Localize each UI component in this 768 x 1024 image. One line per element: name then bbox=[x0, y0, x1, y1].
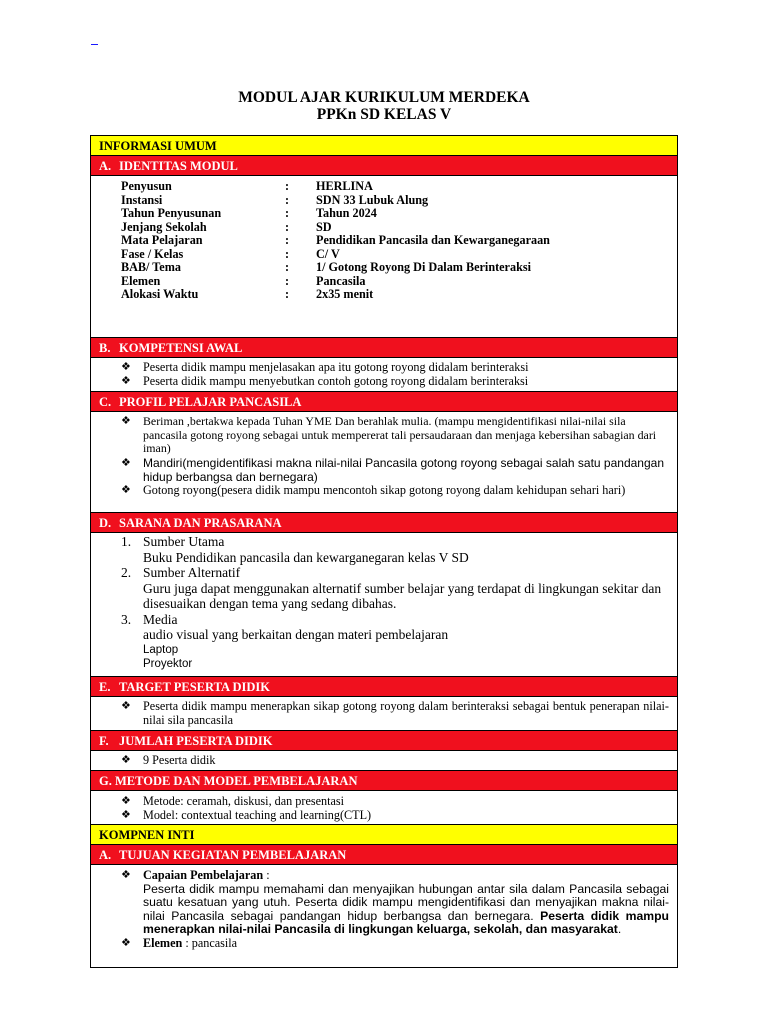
table-row: Tahun Penyusunan : Tahun 2024 bbox=[121, 206, 377, 220]
target-header: E. TARGET PESERTA DIDIK bbox=[90, 676, 678, 696]
list-item: ❖ 9 Peserta didik bbox=[121, 753, 216, 767]
diamond-bullet-icon: ❖ bbox=[121, 808, 131, 821]
komponen-inti-header: KOMPNEN INTI bbox=[90, 824, 678, 844]
diamond-bullet-icon: ❖ bbox=[121, 936, 131, 949]
list-item: ❖ Mandiri(mengidentifikasi makna nilai-nilai Pancasila gotong royong sebagai salah satu pandangan hidup berbangsa dan bernegara) bbox=[121, 455, 664, 484]
table-row: Alokasi Waktu : 2x35 menit bbox=[121, 287, 374, 301]
list-item: ❖ Metode: ceramah, diskusi, dan presentasi bbox=[121, 794, 345, 808]
identitas-section bbox=[90, 175, 678, 337]
sarana-header: D. SARANA DAN PRASARANA bbox=[90, 512, 678, 532]
table-row: Penyusun : HERLINA bbox=[121, 179, 373, 193]
diamond-bullet-icon: ❖ bbox=[121, 754, 131, 766]
metode-section bbox=[90, 790, 678, 824]
module-table bbox=[90, 135, 678, 968]
table-row: Fase / Kelas : C/ V bbox=[121, 246, 340, 261]
list-item: ❖ Capaian Pembelajaran : Peserta didik mampu memahami dan menyajikan hubungan antar sila dalam Pancasila sebagai suatu kesatuan yang utuh. Peserta didik mampu mengidentifikasi dan menyajikan makna nilai-nilai Pancasila sebagai pandangan hidup berbangsa dan bernegara. Peserta didik mampu menerapkan nilai-nilai Pancasila di lingkungan keluarga, sekolah, dan masyarakat. bbox=[121, 868, 669, 936]
table-row: BAB/ Tema : 1/ Gotong Royong Di Dalam Berinteraksi bbox=[121, 260, 531, 274]
list-item: ❖ Gotong royong(pesera didik mampu mencontoh sikap gotong royong dalam kehidupan sehari hari) bbox=[121, 482, 626, 497]
identitas-table bbox=[121, 180, 550, 302]
kompetensi-header: B. KOMPETENSI AWAL bbox=[90, 337, 678, 357]
table-row: Jenjang Sekolah : SD bbox=[121, 219, 332, 234]
list-item: ❖ Beriman ,bertakwa kepada Tuhan YME Dan berahlak mulia. (mampu mengidentifikasi nilai-nilai sila pancasila gotong royong sebagai untuk mempererat tali persaudaraan dan menjaga kebersihan sabagian dari iman) bbox=[121, 414, 657, 455]
diamond-bullet-icon: ❖ bbox=[121, 869, 131, 881]
list-item: ❖ Peserta didik mampu menjelasakan apa itu gotong royong didalam berinteraksi bbox=[121, 360, 529, 374]
list-item: ❖ Elemen : pancasila bbox=[121, 935, 238, 950]
target-section bbox=[90, 696, 678, 730]
list-item: 3. Media bbox=[121, 611, 178, 627]
informasi-umum-header: INFORMASI UMUM bbox=[90, 135, 678, 155]
tujuan-header: A. TUJUAN KEGIATAN PEMBELAJARAN bbox=[90, 844, 678, 864]
tujuan-section bbox=[90, 864, 678, 968]
capaian-text: Peserta didik mampu memahami dan menyajikan hubungan antar sila dalam Pancasila sebagai suatu kesatuan yang utuh. Peserta didik mampu mengidentifikasi dan menyajikan makna nilai-nilai Pancasila sebagai pandangan hidup berbangsa dan bernegara. Peserta didik mampu menerapkan nilai-nilai Pancasila di lingkungan keluarga, sekolah, dan masyarakat. bbox=[143, 881, 669, 936]
document-title: MODUL AJAR KURIKULUM MERDEKA bbox=[238, 89, 530, 106]
identitas-header: A. IDENTITAS MODUL bbox=[90, 155, 678, 175]
jumlah-header: F. JUMLAH PESERTA DIDIK bbox=[90, 730, 678, 750]
kompetensi-section bbox=[90, 357, 678, 391]
table-row: Instansi : SDN 33 Lubuk Alung bbox=[121, 192, 429, 207]
profil-header: C. PROFIL PELAJAR PANCASILA bbox=[90, 391, 678, 411]
list-item: ❖ Peserta didik mampu menyebutkan contoh gotong royong didalam berinteraksi bbox=[121, 373, 529, 388]
jumlah-section bbox=[90, 750, 678, 770]
list-item: ❖ Peserta didik mampu menerapkan sikap gotong royong dalam berinteraksi sebagai bentuk penerapan nilai-nilai sila pancasila bbox=[121, 699, 669, 727]
diamond-bullet-icon: ❖ bbox=[121, 415, 131, 427]
list-item: 2. Sumber Alternatif bbox=[121, 565, 241, 580]
table-row: Mata Pelajaran : Pendidikan Pancasila dan Kewarganegaraan bbox=[121, 233, 550, 247]
diamond-bullet-icon: ❖ bbox=[121, 456, 131, 469]
diamond-bullet-icon: ❖ bbox=[121, 483, 131, 496]
metode-header: G. METODE DAN MODEL PEMBELAJARAN bbox=[90, 770, 678, 790]
diamond-bullet-icon: ❖ bbox=[121, 795, 131, 807]
list-item: ❖ Model: contextual teaching and learning(CTL) bbox=[121, 807, 372, 822]
profil-section bbox=[90, 411, 678, 512]
table-row: Elemen : Pancasila bbox=[121, 273, 366, 288]
diamond-bullet-icon: ❖ bbox=[121, 374, 131, 387]
document-subtitle: PPKn SD KELAS V bbox=[316, 106, 452, 123]
page-mark bbox=[91, 44, 98, 45]
sarana-section: 1. Sumber Utama Buku Pendidikan pancasila dan kewarganegaran kelas V SD 2. Sumber Alternatif Guru juga dapat menggunakan alternatif sumber belajar yang terdapat di lingkungan sekitar dan disesuaikan dengan tema yang sedang dibahas. 3. Media audio visual yang berkaitan dengan materi pembelajaran Laptop Proyektor bbox=[90, 532, 678, 676]
diamond-bullet-icon: ❖ bbox=[121, 700, 131, 712]
diamond-bullet-icon: ❖ bbox=[121, 361, 131, 373]
list-item: 1. Sumber Utama bbox=[121, 534, 225, 549]
